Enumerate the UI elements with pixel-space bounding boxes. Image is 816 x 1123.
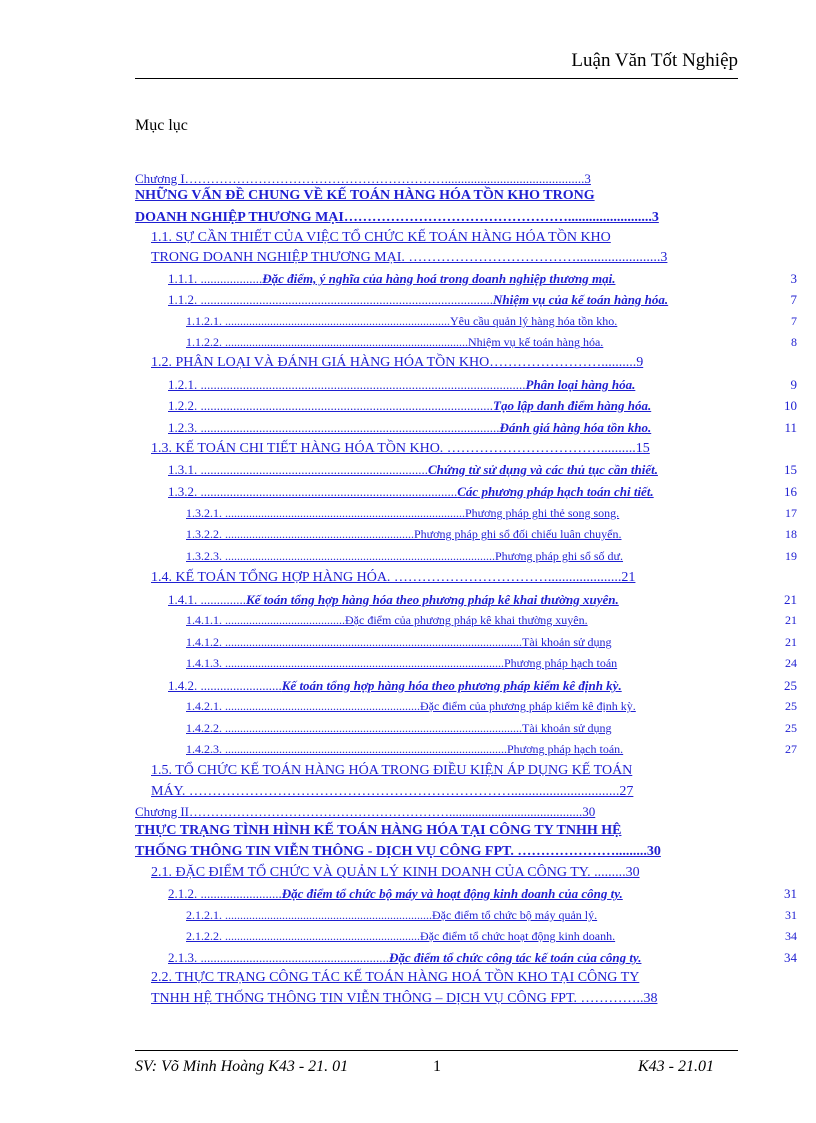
toc-heading: Mục lục	[135, 117, 188, 134]
toc-entry-subsection[interactable]: 1.3.2. ...............................................................................Các phương pháp hạch toán chi tiết. 16	[168, 484, 797, 499]
toc-entry-item[interactable]: 1.4.2.3. ..............................................................................................Phương pháp hạch toán. 27	[186, 742, 797, 756]
toc-entry-section[interactable]: 1.2. PHÂN LOẠI VÀ ĐÁNH GIÁ HÀNG HÓA TỒN KHO……………………..........9	[151, 355, 644, 370]
toc-entry-chapter-title[interactable]: DOANH NGHIỆP THƯƠNG MẠI…………………………………………........................3	[135, 210, 659, 225]
toc-entry-section[interactable]: 2.2. THỰC TRẠNG CÔNG TÁC KẾ TOÁN HÀNG HOÁ TỒN KHO TẠI CÔNG TY	[151, 970, 640, 985]
toc-entry-item[interactable]: 1.3.2.1. ................................................................................Phương pháp ghi thẻ song song. 17	[186, 506, 797, 520]
toc-entry-section[interactable]: MÁY. ……………………………………………………………...............................27	[151, 784, 634, 799]
toc-entry-item[interactable]: 1.4.1.3. .............................................................................................Phương pháp hạch toán 24	[186, 656, 797, 670]
footer-class-code: K43 - 21.01	[638, 1058, 714, 1075]
toc-entry-subsection[interactable]: 1.2.3. ............................................................................................Đánh giá hàng hóa tồn kho. 11	[168, 420, 797, 435]
toc-entry-section[interactable]: 1.1. SỰ CẦN THIẾT CỦA VIỆC TỔ CHỨC KẾ TOÁN HÀNG HÓA TỒN KHO	[151, 230, 611, 245]
toc-entry-section[interactable]: TNHH HỆ THỐNG THÔNG TIN VIỄN THÔNG – DỊCH VỤ CÔNG FPT. …………..38	[151, 991, 658, 1006]
running-header-title: Luận Văn Tốt Nghiệp	[571, 50, 738, 71]
toc-entry-item[interactable]: 1.1.2.1. ...........................................................................Yêu cầu quản lý hàng hóa tồn kho. 7	[186, 314, 797, 328]
toc-entry-section[interactable]: 2.1. ĐẶC ĐIỂM TỔ CHỨC VÀ QUẢN LÝ KINH DOANH CỦA CÔNG TY. .........30	[151, 865, 640, 880]
toc-entry-subsection[interactable]: 2.1.3. ..........................................................Đặc điểm tổ chức công tác kế toán của công ty. 34	[168, 950, 797, 965]
toc-entry-item[interactable]: 1.4.1.1. ........................................Đặc điểm của phương pháp kê khai thường xuyên. 21	[186, 613, 797, 627]
header-divider	[135, 78, 738, 79]
toc-entry-subsection[interactable]: 1.1.2. ..........................................................................................Nhiệm vụ của kế toán hàng hóa. 7	[168, 292, 797, 307]
toc-entry-item[interactable]: 1.1.2.2. .................................................................................Nhiệm vụ kế toán hàng hóa. 8	[186, 335, 797, 349]
toc-entry-item[interactable]: 1.3.2.3. ..........................................................................................Phương pháp ghi sổ số dư. 19	[186, 549, 797, 563]
toc-entry-chapter[interactable]: Chương II…………………………………………………….........................................30	[135, 804, 596, 819]
toc-entry-chapter-title[interactable]: THỰC TRẠNG TÌNH HÌNH KẾ TOÁN HÀNG HÓA TẠI CÔNG TY TNHH HỆ	[135, 823, 622, 838]
toc-entry-section[interactable]: 1.5. TỔ CHỨC KẾ TOÁN HÀNG HÓA TRONG ĐIỀU KIỆN ÁP DỤNG KẾ TOÁN	[151, 763, 633, 778]
toc-entry-subsection[interactable]: 1.3.1. ......................................................................Chứng từ sử dụng và các thủ tục cần thiết. 15	[168, 462, 797, 477]
toc-entry-item[interactable]: 1.4.2.2. ...................................................................................................Tài khoản sử dụng 25	[186, 721, 797, 735]
toc-entry-item[interactable]: 1.4.1.2. ...................................................................................................Tài khoản sử dụng 21	[186, 635, 797, 649]
footer-divider	[135, 1050, 738, 1051]
toc-entry-subsection[interactable]: 1.4.1. ..............Kế toán tổng hợp hàng hóa theo phương pháp kê khai thường xuyên. 21	[168, 592, 797, 607]
toc-entry-subsection[interactable]: 1.2.2. ..........................................................................................Tạo lập danh điểm hàng hóa. 10	[168, 398, 797, 413]
footer-page-number: 1	[433, 1058, 441, 1075]
toc-entry-item[interactable]: 1.4.2.1. .................................................................Đặc điểm của phương pháp kiểm kê định kỳ. 25	[186, 699, 797, 713]
toc-entry-subsection[interactable]: 2.1.2. .........................Đặc điểm tổ chức bộ máy và hoạt động kinh doanh của công ty. 31	[168, 886, 797, 901]
toc-entry-section[interactable]: 1.4. KẾ TOÁN TỔNG HỢP HÀNG HÓA. …………………………….....................21	[151, 570, 636, 585]
toc-entry-chapter[interactable]: Chương I……………………………………………………...........................................3	[135, 171, 591, 186]
toc-entry-subsection[interactable]: 1.4.2. .........................Kế toán tổng hợp hàng hóa theo phương pháp kiểm kê định kỳ. 25	[168, 678, 797, 693]
footer-student: SV: Võ Minh Hoàng K43 - 21. 01	[135, 1058, 349, 1075]
toc-entry-chapter-title[interactable]: THỐNG THÔNG TIN VIỄN THÔNG - DỊCH VỤ CÔNG FPT. ………………….........30	[135, 844, 661, 859]
toc-entry-subsection[interactable]: 1.1.1. ...................Đặc điểm, ý nghĩa của hàng hoá trong doanh nghiệp thương mại. 3	[168, 271, 797, 286]
toc-entry-chapter-title[interactable]: NHỮNG VẤN ĐỀ CHUNG VỀ KẾ TOÁN HÀNG HÓA TỒN KHO TRONG	[135, 188, 595, 203]
toc-entry-subsection[interactable]: 1.2.1. ....................................................................................................Phân loại hàng hóa. 9	[168, 377, 797, 392]
toc-entry-section[interactable]: 1.3. KẾ TOÁN CHI TIẾT HÀNG HÓA TỒN KHO. ……………………………..........15	[151, 441, 650, 456]
toc-entry-item[interactable]: 1.3.2.2. ...............................................................Phương pháp ghi sổ đối chiếu luân chuyển. 18	[186, 527, 797, 541]
toc-entry-item[interactable]: 2.1.2.2. .................................................................Đặc điểm tổ chức hoạt động kinh doanh. 34	[186, 929, 797, 943]
toc-entry-section[interactable]: TRONG DOANH NGHIỆP THƯƠNG MẠI. ………………………………........................3	[151, 250, 668, 265]
toc-entry-item[interactable]: 2.1.2.1. .....................................................................Đặc điểm tổ chức bộ máy quản lý. 31	[186, 908, 797, 922]
